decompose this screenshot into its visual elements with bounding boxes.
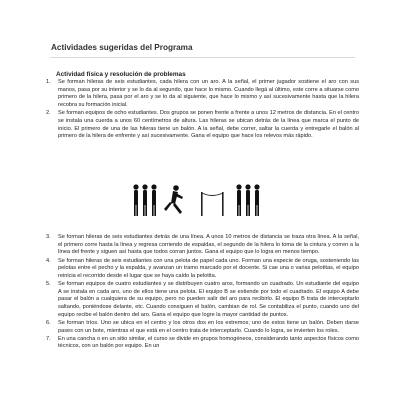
activity-number: 1. — [46, 79, 51, 85]
activity-item — [46, 320, 359, 335]
activity-text: Se forman equipos de cuatro estudiantes y se distribuyen cuatro aros, formando un cuadrado. Un estudiante del equipo A se instala en cada aro, uno de ellos tiene una pelota. El equipo B se extiende por todo el cuadrado. El equipo A debe pasar el balón a cualquiera de su equipo, pero no pueden salir del aro para recibirlo. El equipo B trata de interceptarlo saltando, poniéndose delante, etc. Cuando consiguen el balón, cambian de rol. Se contabiliza el punto, cuando uno del equipo recibe el balón dentro del aro. Gana el equipo que logre la mayor cantidad de puntos. — [58, 281, 359, 318]
activity-text: Se forman equipos de ocho estudiantes. Dos grupos se ponen frente a frente a unos 12 metros de distancia. En el centro se instala una cuerda a unos 60 centímetros de altura. Las hileras se ubican detrás de la línea que marca el punto de inicio. El primero de una de las hileras tiene un balón. A la señal, debe correr, saltar la cuerda y entregarle el balón al primero de la hilera de enfrente y así sucesivamente. Gana el equipo que hace los relevos más rápido. — [58, 110, 359, 140]
activity-list-part1 — [46, 79, 359, 141]
activity-item — [46, 336, 359, 351]
activity-number: 3. — [46, 234, 51, 240]
activity-number: 4. — [46, 257, 51, 264]
section-title: Actividades sugeridas del Programa — [51, 43, 193, 52]
activity-number: 5. — [46, 281, 51, 287]
activity-number: 6. — [46, 319, 51, 326]
activity-text: En una cancha o en un sitio similar, el curso se divide en grupos homogéneos, considerando tanto aspectos físicos como técnicos, con un balón por equipo. En un — [58, 335, 359, 350]
activity-list-part2 — [46, 234, 359, 352]
activity-item — [46, 79, 359, 110]
rope-obstacle-icon — [201, 192, 224, 216]
relay-illustration — [128, 178, 274, 226]
subsection-title: Actividad física y resolución de problemas — [56, 71, 186, 78]
activity-number: 2. — [46, 110, 51, 117]
activity-item — [46, 281, 359, 320]
runner-figure-icon — [164, 185, 183, 214]
activity-text: Se forman hileras de seis estudiantes, cada hilera con un aro. A la señal, el primer jugador sostiene el aro con sus manos, pasa por su interior y se lo da al segundo, que hace lo mismo. Cuando llegá al último, este corre a situarse como primero de la hilera, pasa por el aro y se lo da al siguiente, que hace lo mismo y así sucesivamente hasta que la hilera recobra su formación inicial. — [58, 79, 359, 109]
team-left-figures-icon — [133, 184, 156, 216]
activity-item — [46, 234, 359, 257]
activity-text: Se forman hileras de seis estudiantes detrás de una línea. A unos 10 metros de distancia se traza otra línea. A la señal, el primero corre hasta la línea y regresa corriendo de espaldas, el segundo de la hilera lo toma de la cintura y corren a la línea del frente y siguen así hasta que todos corran juntos. Gana el equipo que lo logra en menos tiempo. — [58, 234, 359, 256]
activity-item — [46, 258, 359, 281]
activity-text: Se forman hileras de seis estudiantes con una pelota de papel cada uno. Forman una especie de oruga, sosteniendo las pelotas entre el pecho y la espalda, y avanzan un tramo marcado por el docente. Si cae una o varias pelotitas, el equipo reinicia el recorrido desde el lugar que se haya caído la pelotita. — [58, 257, 359, 279]
activity-item — [46, 110, 359, 141]
team-right-figures-icon — [236, 184, 259, 216]
activity-text: Se forman tríos. Uno se ubica en el centro y los otros dos en los extremos; uno de estos tiene un balón. Deben darse pases con un bote, mientras el que está en el centro trata de interceptarlo. Cuando lo logra, se invierten los roles. — [58, 319, 359, 334]
activity-number: 7. — [46, 335, 51, 342]
title-divider — [50, 57, 355, 58]
